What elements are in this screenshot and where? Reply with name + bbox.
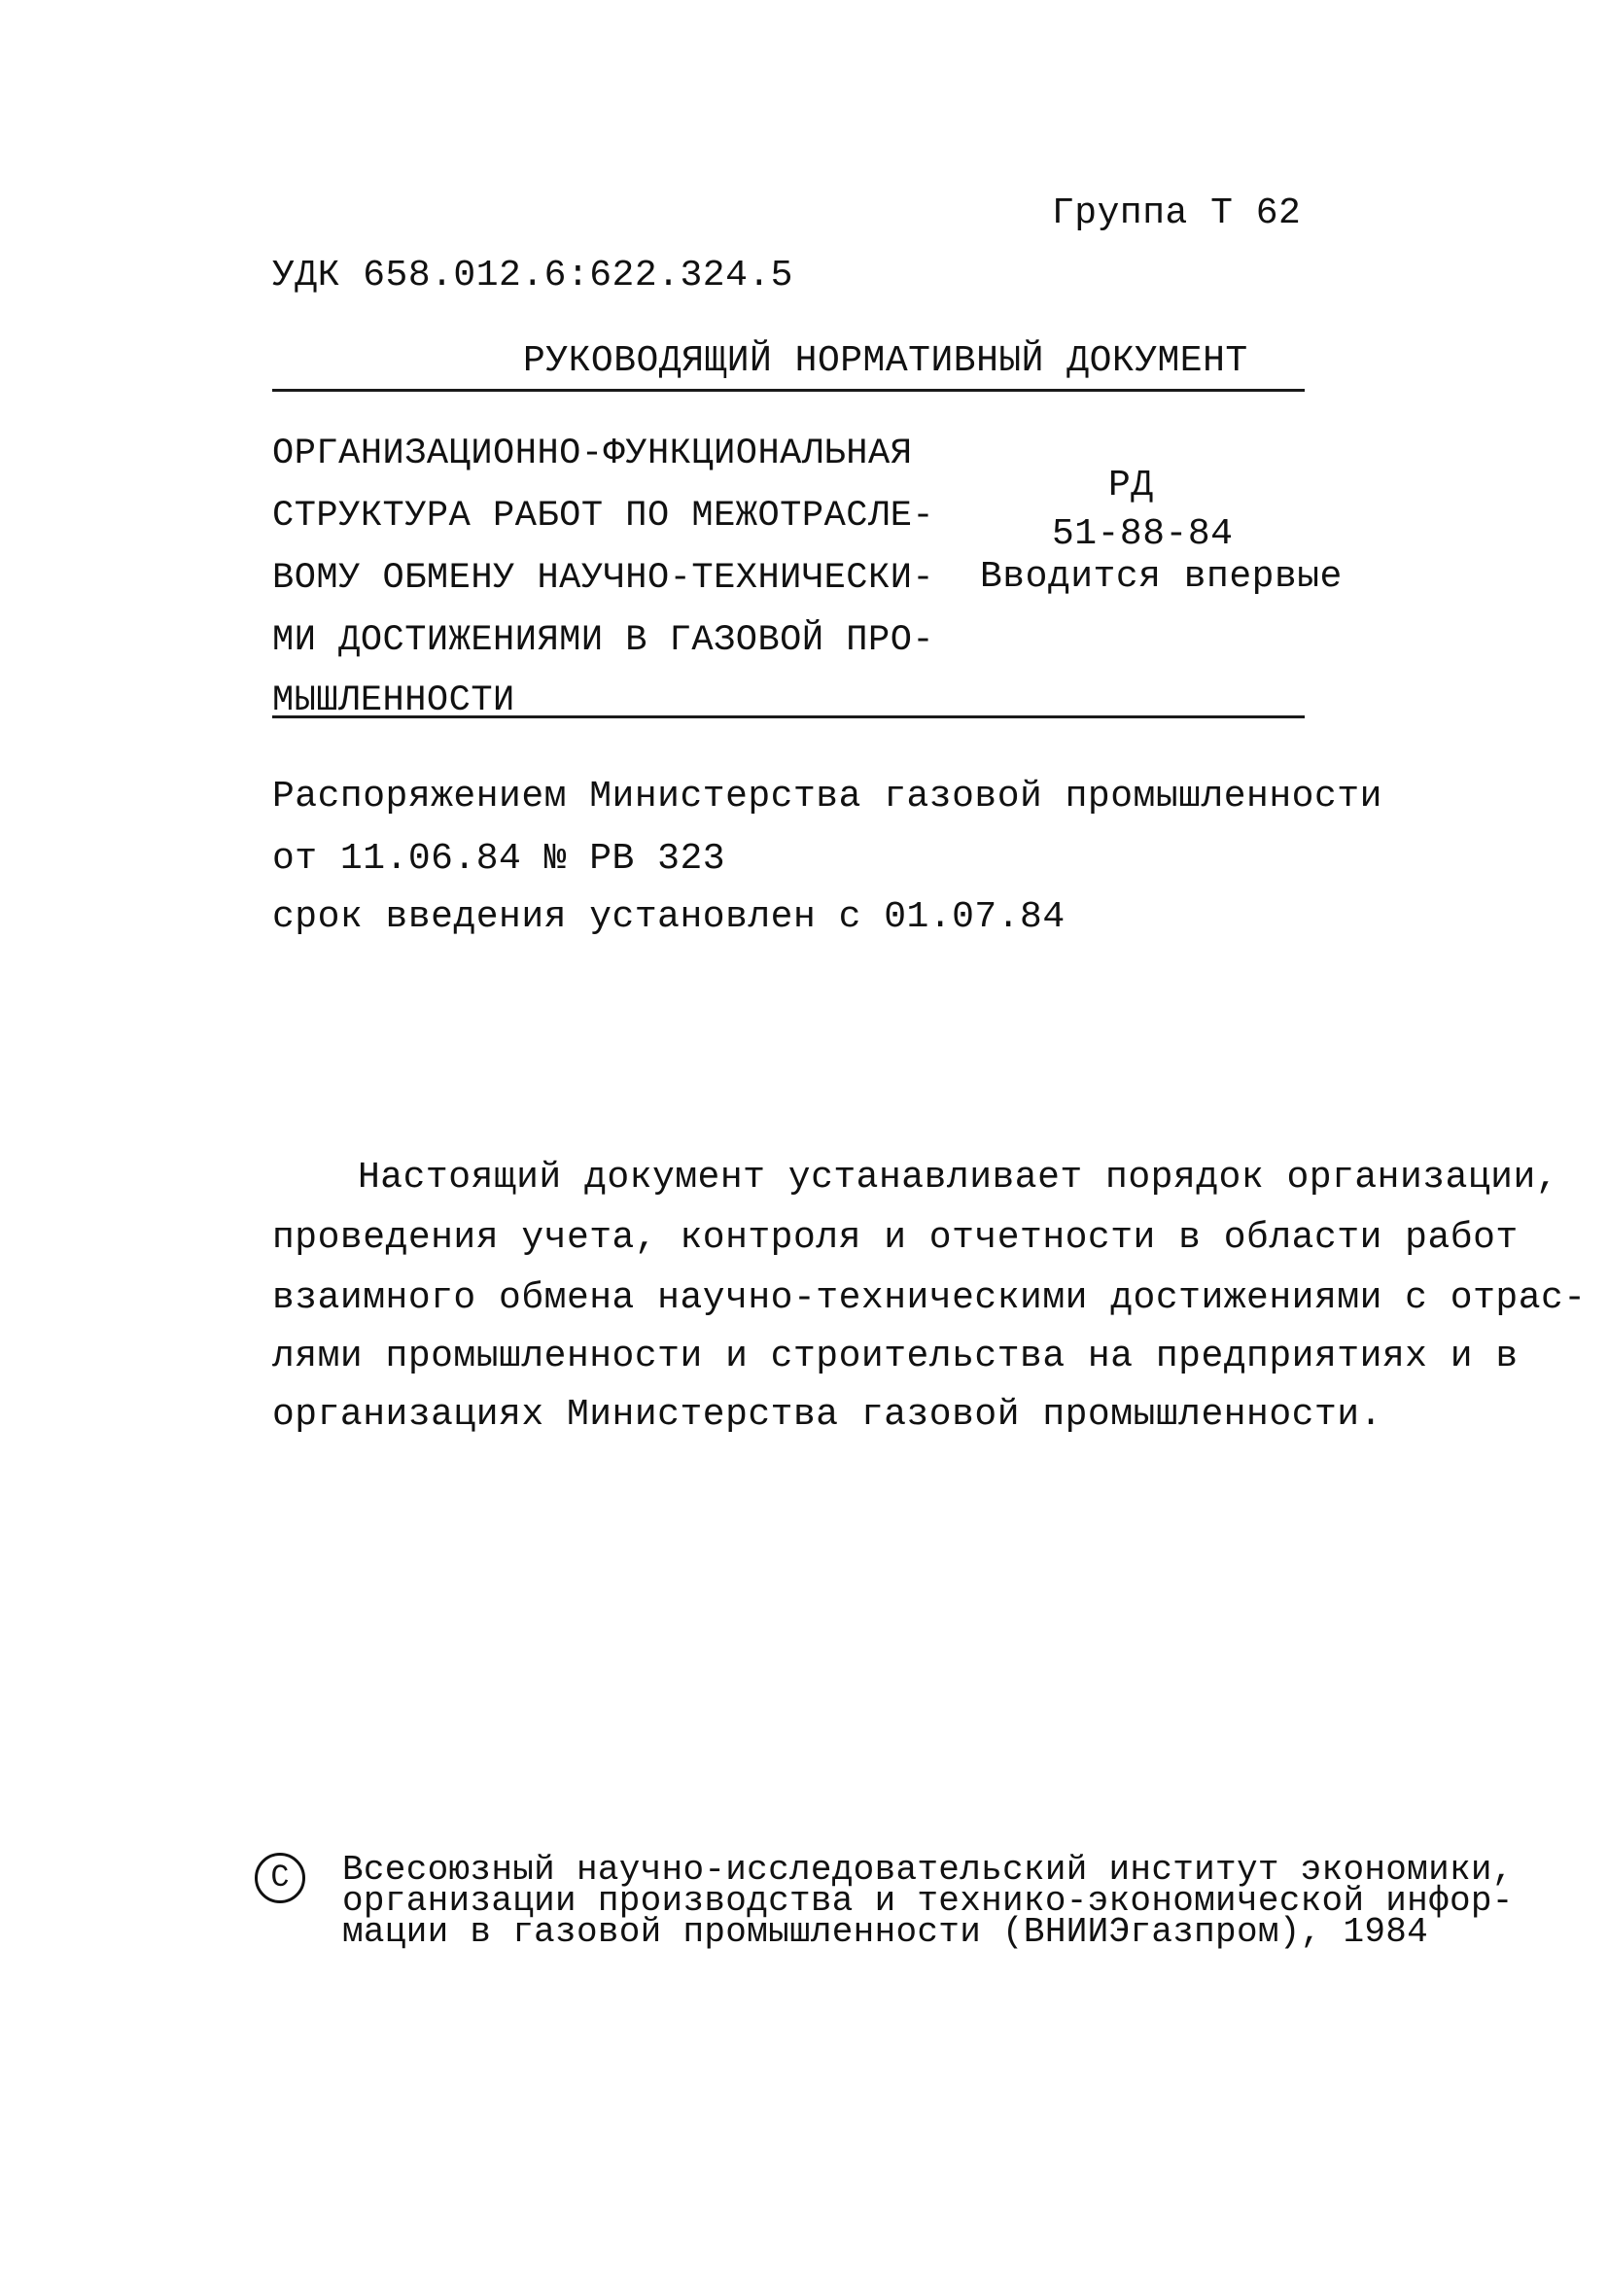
designation-prefix: РД (1108, 465, 1154, 506)
copyright-line: Всесоюзный научно-исследовательский институт экономики, (342, 1850, 1514, 1890)
title-line: ВОМУ ОБМЕНУ НАУЧНО-ТЕХНИЧЕСКИ- (272, 558, 935, 599)
introduction-note: Вводится впервые (980, 556, 1343, 598)
document-type: РУКОВОДЯЩИЙ НОРМАТИВНЫЙ ДОКУМЕНТ (523, 340, 1248, 382)
paragraph-line: проведения учета, контроля и отчетности в области работ (272, 1217, 1519, 1259)
udk-code: УДК 658.012.6:622.324.5 (272, 255, 793, 296)
copyright-symbol: C (270, 1860, 290, 1896)
title-line: СТРУКТУРА РАБОТ ПО МЕЖОТРАСЛЕ- (272, 496, 935, 537)
approval-order: Распоряжением Министерства газовой промышленности (272, 776, 1382, 818)
bottom-rule (272, 715, 1305, 718)
approval-date: от 11.06.84 № РВ 323 (272, 838, 726, 880)
designation-number: 51-88-84 (1052, 513, 1234, 555)
effective-date: срок введения установлен с 01.07.84 (272, 896, 1066, 938)
title-line: ОРГАНИЗАЦИОННО-ФУНКЦИОНАЛЬНАЯ (272, 434, 913, 474)
paragraph-line: Настоящий документ устанавливает порядок организации, (358, 1157, 1559, 1199)
copyright-line: организации производства и технико-экономической инфор- (342, 1881, 1514, 1921)
paragraph-line: организациях Министерства газовой промышленности. (272, 1394, 1382, 1436)
paragraph-line: лями промышленности и строительства на предприятиях и в (272, 1336, 1519, 1377)
copyright-icon (255, 1853, 305, 1903)
copyright-line: мации в газовой промышленности (ВНИИЭгазпром), 1984 (342, 1912, 1429, 1952)
paragraph-line: взаимного обмена научно-техническими достижениями с отрас- (272, 1277, 1587, 1319)
title-line: МЫШЛЕННОСТИ (272, 680, 515, 721)
title-line: МИ ДОСТИЖЕНИЯМИ В ГАЗОВОЙ ПРО- (272, 620, 935, 661)
group-label: Группа Т 62 (1052, 192, 1302, 234)
top-rule (272, 389, 1305, 392)
